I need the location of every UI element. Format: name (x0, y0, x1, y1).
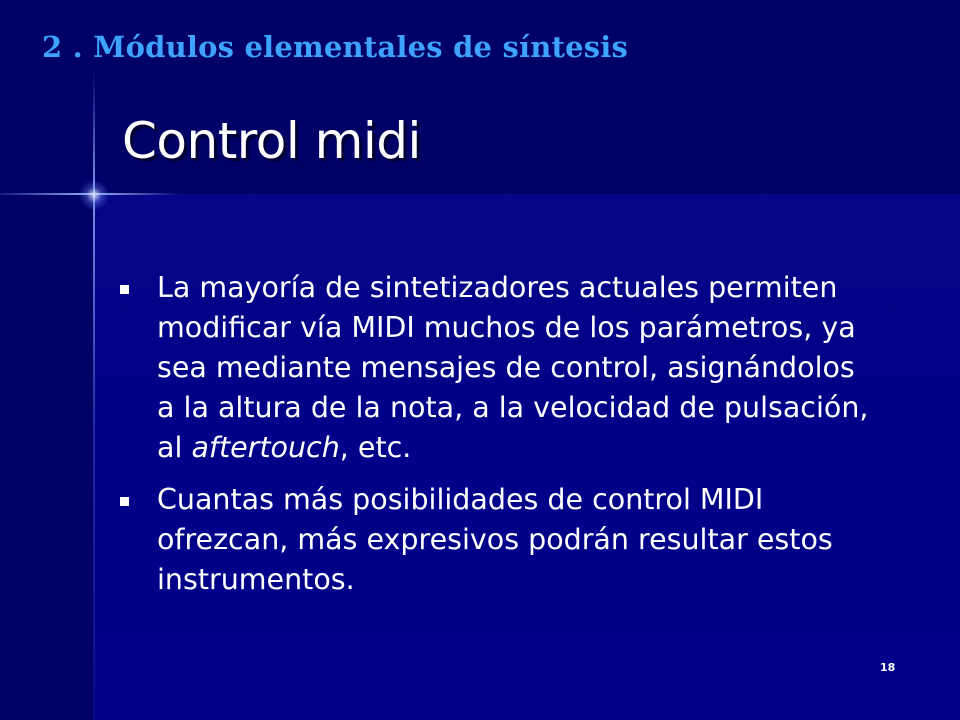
bullet-list (120, 268, 880, 612)
sparkle-decoration (78, 180, 110, 210)
bullet-text-end: , etc. (339, 431, 412, 464)
left-band (0, 0, 94, 720)
bullet-text: La mayoría de sintetizadores actuales permiten modificar vía MIDI muchos de los parámetros, ya sea mediante mensajes de control, asignándolos a la altura de la nota, a la velocidad de pulsación, al (157, 271, 869, 464)
vertical-accent-line (93, 70, 95, 720)
bullet-item (120, 268, 880, 468)
bullet-emphasis: aftertouch (191, 431, 340, 464)
square-bullet-icon (120, 497, 129, 506)
bullet-text: Cuantas más posibilidades de control MIDI ofrezcan, más expresivos podrán resultar estos instrumentos. (157, 483, 833, 596)
section-title: 2 . Módulos elementales de síntesis (42, 30, 629, 64)
bullet-item (120, 480, 880, 600)
square-bullet-icon (120, 285, 129, 294)
slide-title: Control midi (122, 112, 421, 170)
page-number: 18 (880, 661, 896, 674)
